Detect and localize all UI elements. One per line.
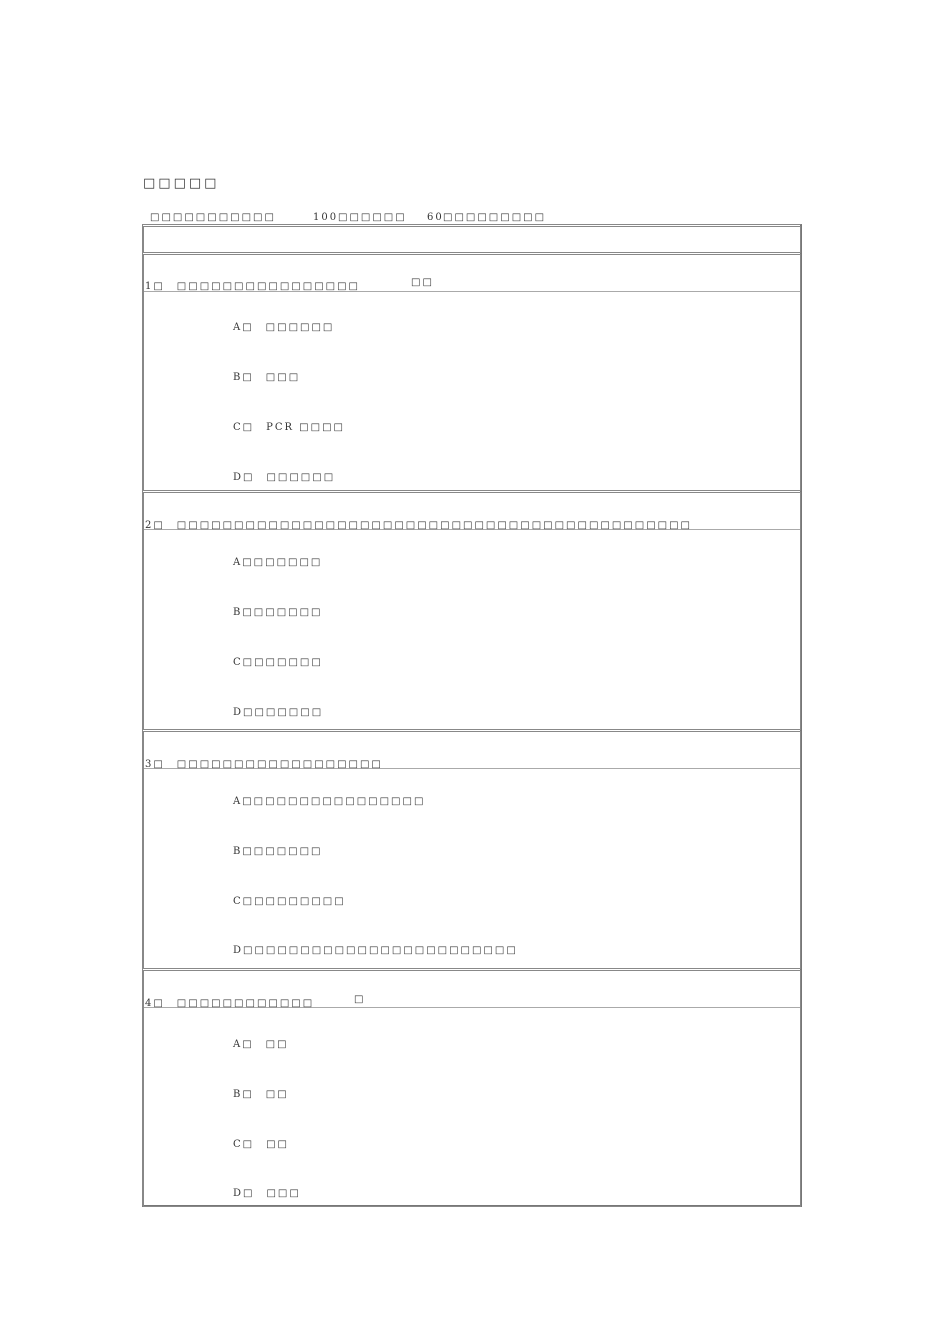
question-stem: 2□ □□□□□□□□□□□□□□□□□□□□□□□□□□□□□□□□□□□□□□□□□□□□□ xyxy=(145,520,692,531)
option-a: A□□□□□□□ xyxy=(233,557,323,568)
exam-pass-score: 60 xyxy=(427,212,444,223)
option-c: C□ PCR □□□□ xyxy=(233,422,345,433)
option-b: B□□□□□□□ xyxy=(233,846,323,857)
question-stem: 4□ □□□□□□□□□□□□ xyxy=(145,998,315,1009)
question-stem: 3□ □□□□□□□□□□□□□□□□□□ xyxy=(145,759,383,770)
option-b: B□□□□□□□ xyxy=(233,607,323,618)
header-empty-row xyxy=(143,226,801,253)
exam-info-text-1: □□□□□□□□□□□ xyxy=(150,212,276,223)
option-b: B□ □□□ xyxy=(233,372,301,383)
option-c: C□ □□ xyxy=(233,1139,289,1150)
option-b: B□ □□ xyxy=(233,1089,289,1100)
option-c: C□□□□□□□□□ xyxy=(233,896,346,907)
option-d: D□□□□□□□ xyxy=(233,707,324,718)
option-c: C□□□□□□□ xyxy=(233,657,323,668)
option-a: A□□□□□□□□□□□□□□□□ xyxy=(233,796,426,807)
question-answer-blank: □□ xyxy=(411,277,434,288)
question-stem: 1□ □□□□□□□□□□□□□□□□ xyxy=(145,281,360,292)
exam-info-text-2: □□□□□□ xyxy=(338,212,407,223)
option-d: D□ □□□□□□ xyxy=(233,472,336,483)
document-title: □□□□□ xyxy=(143,176,220,191)
option-a: A□ □□□□□□ xyxy=(233,322,335,333)
exam-info-text-3: □□□□□□□□□ xyxy=(443,212,547,223)
option-d: D□□□□□□□□□□□□□□□□□□□□□□□□ xyxy=(233,945,518,956)
option-a: A□ □□ xyxy=(233,1039,289,1050)
question-answer-blank: □ xyxy=(354,994,366,1005)
option-d: D□ □□□ xyxy=(233,1188,301,1199)
exam-total-score: 100 xyxy=(313,212,339,223)
